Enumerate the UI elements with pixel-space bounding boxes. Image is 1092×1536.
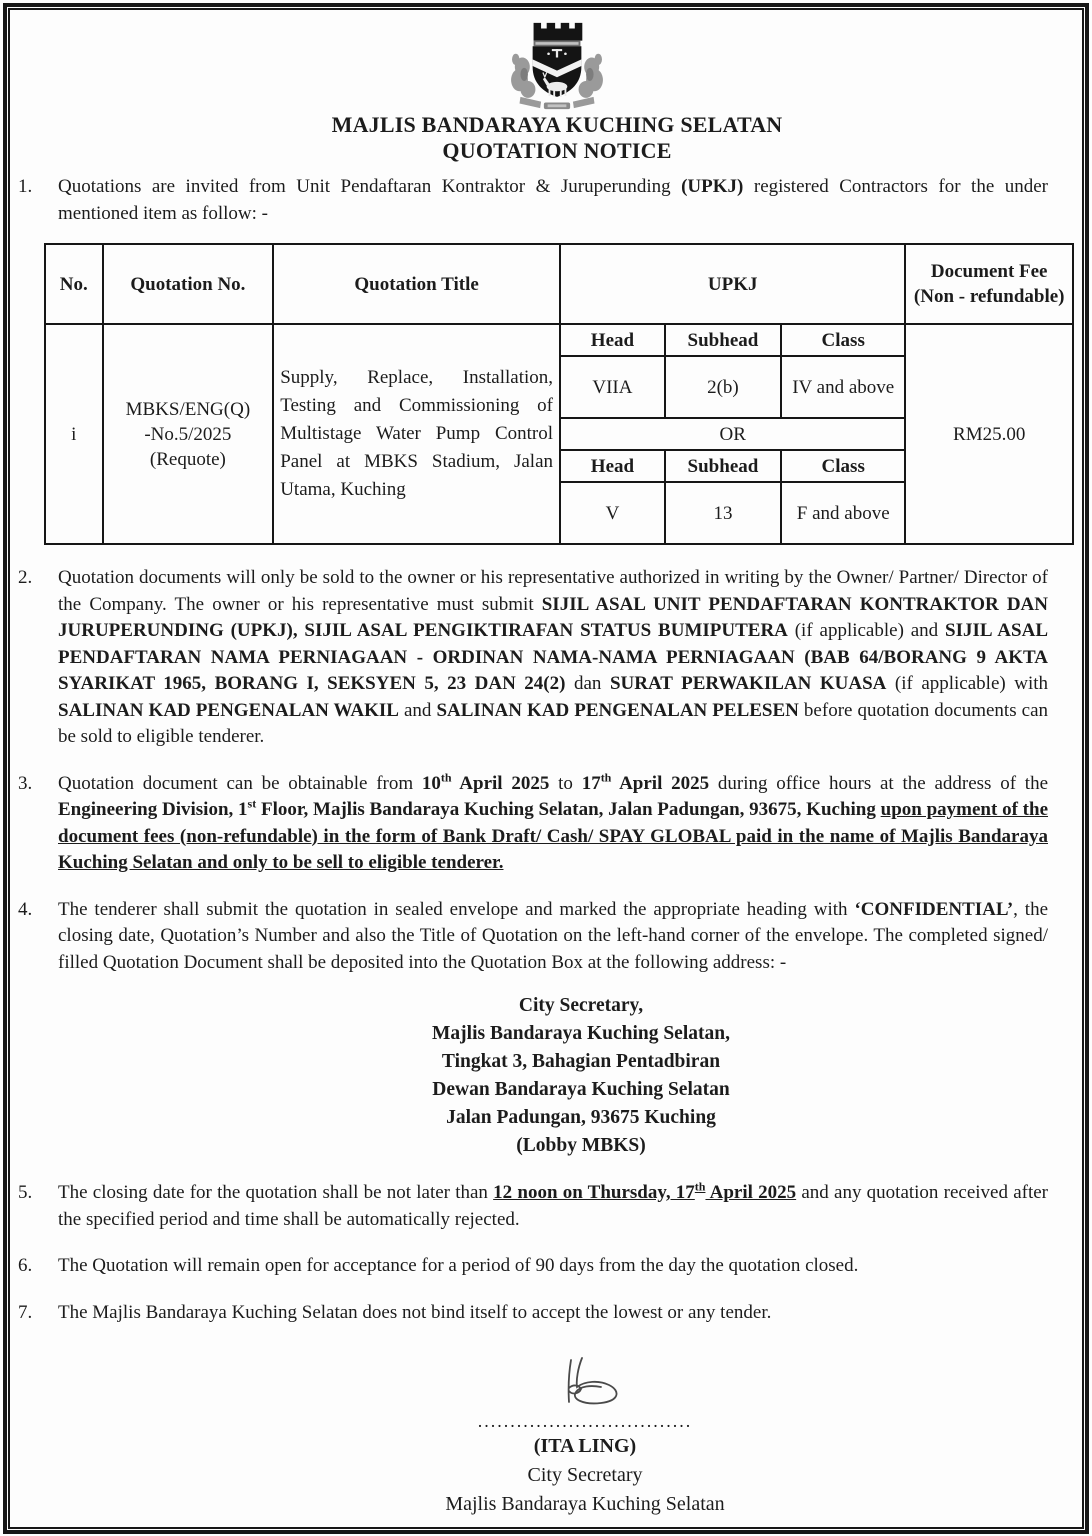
signature-dotted-line: ................................. xyxy=(477,1411,693,1431)
address-line: City Secretary, xyxy=(518,995,644,1016)
address-line: Majlis Bandaraya Kuching Selatan, xyxy=(432,1023,730,1044)
quotation-no-line: -No.5/2025 xyxy=(144,423,232,445)
paragraph-7-number: 7. xyxy=(18,1301,33,1323)
signature-block xyxy=(70,1354,1084,1519)
paragraph-7-text: The Majlis Bandaraya Kuching Selatan does not bind itself to accept the lowest or any tender. xyxy=(58,1301,772,1323)
paragraph-1-text: Quotations are invited from Unit Pendaftaran Kontraktor & Juruperunding (UPKJ) registered Contractors for the under mentioned item as follow: - xyxy=(58,176,1048,224)
col-header-document-fee: Document Fee (Non - refundable) xyxy=(905,244,1073,324)
quotation-table xyxy=(44,243,1074,545)
signatory-role: City Secretary xyxy=(527,1464,643,1486)
cell-or: OR xyxy=(560,418,905,450)
paragraph-7 xyxy=(18,1300,1048,1327)
address-line: Tingkat 3, Bahagian Pentadbiran xyxy=(441,1051,721,1072)
paragraph-6-text: The Quotation will remain open for acceptance for a period of 90 days from the day the quotation closed. xyxy=(58,1255,859,1276)
paragraph-6-number: 6. xyxy=(18,1255,33,1276)
paragraph-3-text: Quotation document can be obtainable from 10th April 2025 to 17th April 2025 during office hours at the address of the Engineering Division, 1st Floor, Majlis Bandaraya Kuching Selatan, Jalan Padungan, 93675, Kuching upon payment of the document fees (non-refundable) in the form of Bank Draft/ Cash/ SPAY GLOBAL paid in the name of Majlis Bandaraya Kuching Selatan and only to be sell to eligible tenderer. xyxy=(58,770,1049,873)
cell-subhead-label-1: Subhead xyxy=(665,324,781,356)
cell-head-value-2: V xyxy=(560,482,665,544)
col-header-quotation-no: Quotation No. xyxy=(103,244,274,324)
col-header-no: No. xyxy=(45,244,103,324)
signatory-organization: Majlis Bandaraya Kuching Selatan xyxy=(445,1493,725,1515)
paragraph-6 xyxy=(18,1253,1048,1280)
cell-head-label-1: Head xyxy=(560,324,665,356)
address-line: Dewan Bandaraya Kuching Selatan xyxy=(432,1079,730,1100)
paragraph-1-number: 1. xyxy=(18,176,33,197)
cell-head-value-1: VIIA xyxy=(560,356,665,418)
table-header-row xyxy=(45,244,1073,324)
organization-title: MAJLIS BANDARAYA KUCHING SELATAN xyxy=(331,112,783,137)
cell-quotation-no xyxy=(103,324,274,544)
paragraph-2 xyxy=(18,565,1048,751)
document-header xyxy=(42,20,1072,164)
paragraph-5-text: The closing date for the quotation shall be not later than 12 noon on Thursday, 17th April 2025 and any quotation received after the specified period and time shall be automatically rejected. xyxy=(58,1179,1049,1230)
cell-class-value-1: IV and above xyxy=(781,356,905,418)
cell-subhead-value-2: 13 xyxy=(665,482,781,544)
paragraph-5 xyxy=(18,1180,1048,1233)
paragraph-5-number: 5. xyxy=(18,1182,33,1203)
cell-quotation-title: Supply, Replace, Installation, Testing and Commissioning of Multistage Water Pump Control Panel at MBKS Stadium, Jalan Utama, Kuching xyxy=(273,324,560,544)
table-row xyxy=(45,324,1073,356)
quotation-no-line: (Requote) xyxy=(149,448,226,470)
cell-subhead-value-1: 2(b) xyxy=(665,356,781,418)
paragraph-4-text: The tenderer shall submit the quotation in sealed envelope and marked the appropriate heading with ‘CONFIDENTIAL’, the closing date, Quotation’s Number and also the Title of Quotation on the left-hand corner of the envelope. The completed signed/ filled Quotation Document shall be deposited into the Quotation Box at the following address: - xyxy=(58,898,1048,973)
col-header-quotation-title: Quotation Title xyxy=(273,244,560,324)
cell-class-value-2: F and above xyxy=(781,482,905,544)
cell-class-label-2: Class xyxy=(781,450,905,482)
col-header-upkj: UPKJ xyxy=(560,244,905,324)
paragraph-4 xyxy=(18,897,1048,977)
notice-title: QUOTATION NOTICE xyxy=(442,138,672,163)
signatory-name: (ITA LING) xyxy=(533,1435,637,1457)
document-page xyxy=(8,8,1084,1529)
cell-head-label-2: Head xyxy=(560,450,665,482)
address-line: Jalan Padungan, 93675 Kuching xyxy=(446,1107,716,1128)
mbks-coat-of-arms-icon xyxy=(506,20,608,110)
cell-document-fee: RM25.00 xyxy=(905,324,1073,544)
address-line: (Lobby MBKS) xyxy=(516,1135,646,1156)
cell-no: i xyxy=(45,324,103,544)
handwritten-signature-icon xyxy=(525,1354,645,1416)
cell-class-label-1: Class xyxy=(781,324,905,356)
paragraph-3 xyxy=(18,771,1048,877)
paragraph-4-number: 4. xyxy=(18,898,33,920)
quotation-no-line: MBKS/ENG(Q) xyxy=(125,398,251,420)
paragraph-1 xyxy=(18,174,1048,227)
page-border xyxy=(3,3,1089,1534)
paragraph-3-number: 3. xyxy=(18,772,33,794)
paragraph-2-number: 2. xyxy=(18,567,33,588)
deposit-address-block xyxy=(66,992,1084,1160)
cell-subhead-label-2: Subhead xyxy=(665,450,781,482)
paragraph-2-text: Quotation documents will only be sold to the owner or his representative authorized in writing by the Owner/ Partner/ Director of the Company. The owner or his representative must submit SIJIL ASAL UNIT PENDAFTARAN KONTRAKTOR DAN JURUPERUNDING (UPKJ), SIJIL ASAL PENGIKTIRAFAN STATUS BUMIPUTERA (if applicable) and SIJIL ASAL PENDAFTARAN NAMA PERNIAGAAN - ORDINAN NAMA-NAMA PERNIAGAAN (BAB 64/BORANG 9 AKTA SYARIKAT 1965, BORANG I, SEKSYEN 5, 23 DAN 24(2) dan SURAT PERWAKILAN KUASA (if applicable) with SALINAN KAD PENGENALAN WAKIL and SALINAN KAD PENGENALAN PELESEN before quotation documents can be sold to eligible tenderer. xyxy=(58,567,1049,747)
